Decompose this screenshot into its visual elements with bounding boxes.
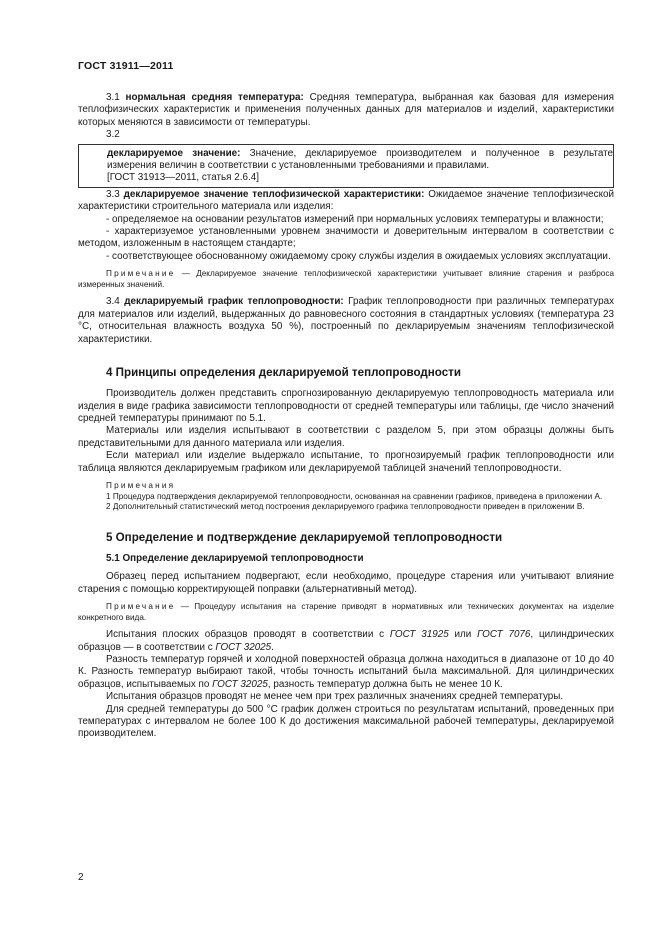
note-3-3: Примечание — Декларируемое значение теплофизической характеристики учитывает влияние старения и разброса измеренных значений. [78, 269, 614, 289]
page-number: 2 [78, 872, 84, 883]
section-5-note: Примечание — Процедуру испытания на старение приводят в нормативных или технических документах на изделие конкретного вида. [78, 601, 614, 622]
list-item: - определяемое на основании результатов измерений при нормальных условиях температуры и влажности; [106, 213, 604, 225]
term-3-2-number: 3.2 [106, 129, 120, 141]
list-item: - соответствующее обоснованному ожидаемому сроку службы изделия в ожидаемых условиях эксплуатации. [106, 250, 611, 262]
section-4-note: 1 Процедура подтверждения декларируемой теплопроводности, основанная на сравнении графиков, приведена в приложении А. [106, 491, 603, 501]
term-3-2: декларируемое значение: Значение, декларируемое производителем и полученное в результате измерения величин в соответствии с установленными требованиями и правилами. [107, 147, 613, 172]
subsection-5-1-title: 5.1 Определение декларируемой теплопроводности [106, 552, 364, 564]
term-3-2-reference: [ГОСТ 31913—2011, статья 2.6.4] [107, 172, 259, 184]
section-4-paragraph: Если материал или изделие выдержало испытание, то прогнозируемый график теплопроводности или таблица являются декларируемым графиком или декларируемой таблицей значений теплопроводности. [78, 450, 614, 474]
section-4-note: 2 Дополнительный статистический метод построения декларируемого графика теплопроводности приведен в приложении В. [106, 502, 585, 512]
section-5-title: 5 Определение и подтверждение декларируемой теплопроводности [106, 530, 503, 544]
page-body [78, 92, 614, 741]
list-item: - характеризуемое установленными уровнем значимости и доверительным интервалом в соответствии с методом, изложенным в настоящем стандарте; [78, 226, 614, 250]
section-4-notes-label: Примечания [106, 480, 176, 490]
term-3-3: 3.3 декларируемое значение теплофизической характеристики: Ожидаемое значение теплофизической характеристики строительного материала или изделия: [78, 188, 615, 213]
standard-header: ГОСТ 31911—2011 [78, 60, 174, 72]
section-5-paragraph: Испытания образцов проводят не менее чем при трех различных значениях средней температуры. [106, 691, 564, 703]
term-3-4: 3.4 декларируемый график теплопроводности: График теплопроводности при различных температурах для материалов или изделий, выдержанных до равновесного состояния в стандартных условиях (температура 23 °С, относительная влажность воздуха 50 %), построенный по декларируемым значениям теплофизической характеристики. [78, 296, 615, 345]
section-4-title: 4 Принципы определения декларируемой теплопроводности [106, 366, 461, 380]
section-5-paragraph: Испытания плоских образцов проводят в соответствии с ГОСТ 31925 или ГОСТ 7076, цилиндрических образцов — в соответствии с ГОСТ 32025. [78, 629, 614, 653]
term-3-2-box [78, 144, 614, 188]
section-5-paragraph: Образец перед испытанием подвергают, если необходимо, процедуре старения или учитывают влияние старения с помощью корректирующей поправки (альтернативный метод). [78, 571, 614, 595]
section-4-paragraph: Производитель должен представить спрогнозированную декларируемую теплопроводность материала или изделия в виде графика зависимости теплопроводности от средней температуры или таблицы, где число значений средней температуры принимают по 5.1. [78, 388, 614, 424]
section-5-paragraph: Разность температур горячей и холодной поверхностей образца должна находиться в диапазоне от 10 до 40 К. Разность температур выбирают такой, чтобы точность испытаний была максимальной. Для цилиндрических образцов, испытываемых по ГОСТ 32025, разность температур должна быть не менее 10 К. [78, 653, 614, 690]
section-5-paragraph: Для средней температуры до 500 °С график должен строиться по результатам испытаний, проведенных при температурах с интервалом не более 100 К до достижения максимальной рабочей температуры, декларируемой производителем. [78, 703, 614, 740]
section-4-paragraph: Материалы или изделия испытывают в соответствии с разделом 5, при этом образцы должны быть представительными для данного материала или изделия. [78, 425, 614, 449]
term-3-1: 3.1 нормальная средняя температура: Средняя температура, выбранная как базовая для измерения теплофизических характеристик и применения полученных данных для материалов и изделий, характеристики которых меняются в зависимости от температуры. [78, 92, 614, 128]
